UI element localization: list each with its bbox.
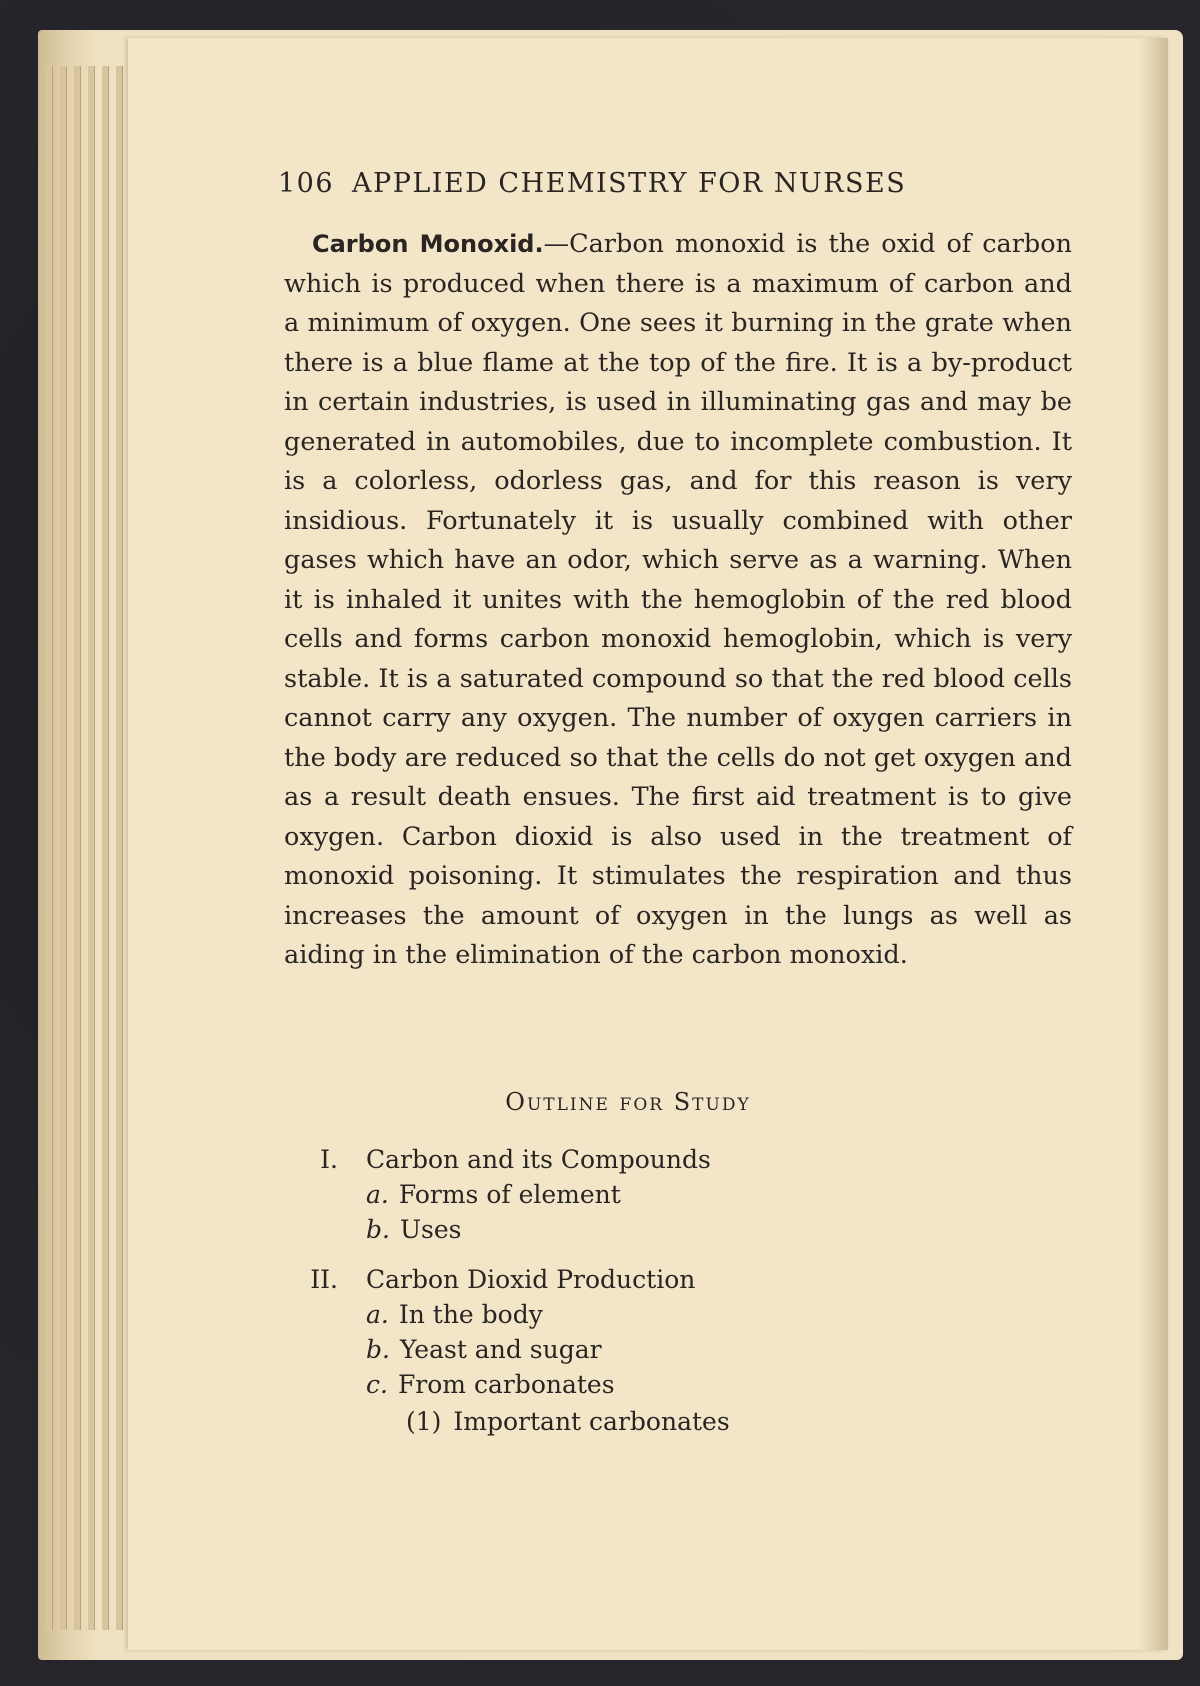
- section-numeral: I.: [320, 1145, 338, 1174]
- paragraph-text: —Carbon monoxid is the oxid of carbon which is produced when there is a maximum of carbon and a minimum of oxygen. One sees it burning in the grate when there is a blue flame at the top of the fire. It is a by-product in certain industries, is used in illuminating gas and may be generated in automobiles, due to incomplete combustion. It is a colorless, odorless gas, and for this reason is very insidious. Fortunately it is usually combined with other gases which have an odor, which serve as a warning. When it is inhaled it unites with the hemoglobin of the red blood cells and forms carbon monoxid hemoglobin, which is very stable. It is a saturated compound so that the red blood cells cannot carry any oxygen. The number of oxygen carriers in the body are reduced so that the cells do not get oxygen and as a result death ensues. The first aid treatment is to give oxygen. Carbon dioxid is also used in the treatment of monoxid poisoning. It stimulates the respiration and thus increases the amount of oxygen in the lungs as well as aiding in the elimination of the carbon monoxid.: [284, 229, 1072, 970]
- item-letter: a.: [366, 1180, 389, 1209]
- page-edge: [102, 66, 109, 1630]
- book-title: APPLIED CHEMISTRY FOR NURSES: [352, 168, 907, 199]
- item-label: Forms of element: [398, 1180, 621, 1209]
- item-letter: b.: [366, 1335, 390, 1364]
- item-label: Yeast and sugar: [399, 1335, 602, 1364]
- spine-shadow: [1138, 38, 1168, 1650]
- subitem-label: Important carbonates: [453, 1407, 730, 1436]
- item-label: In the body: [398, 1300, 543, 1329]
- page-edge: [116, 66, 123, 1630]
- section-label: Carbon Dioxid Production: [366, 1265, 696, 1294]
- item-letter: b.: [366, 1215, 390, 1244]
- item-letter: c.: [366, 1370, 388, 1399]
- section-label: Carbon and its Compounds: [366, 1145, 711, 1174]
- item-label: From carbonates: [397, 1370, 615, 1399]
- running-head: [278, 168, 906, 199]
- paragraph-heading: Carbon Monoxid.: [312, 230, 544, 258]
- page-edge: [60, 66, 67, 1630]
- page-number: 106: [278, 168, 335, 199]
- section-numeral: II.: [310, 1265, 338, 1294]
- subitem-number: (1): [406, 1407, 442, 1436]
- page-edge: [46, 66, 53, 1630]
- page-edge: [74, 66, 81, 1630]
- body-paragraph: [284, 225, 1072, 976]
- outline-title: Outline for Study: [505, 1088, 751, 1116]
- item-letter: a.: [366, 1300, 389, 1329]
- page-edge: [88, 66, 95, 1630]
- item-label: Uses: [399, 1215, 462, 1244]
